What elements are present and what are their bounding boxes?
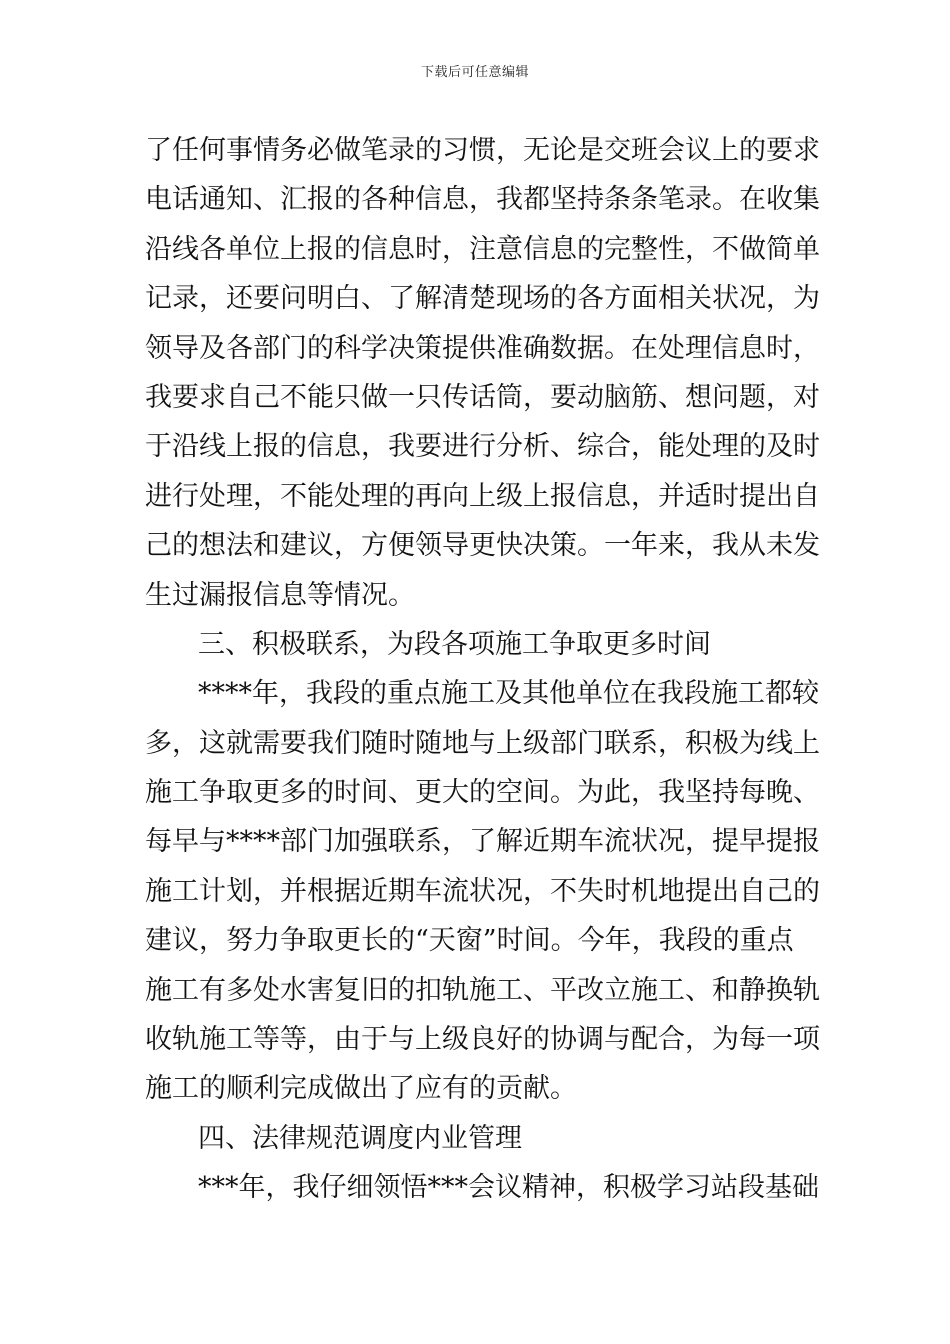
text-line: 记录，还要问明白、了解清楚现场的各方面相关状况，为 (145, 283, 820, 315)
text-line: 了任何事情务必做笔录的习惯，无论是交班会议上的要求 (145, 135, 820, 166)
section-heading: 三、积极联系，为段各项施工争取更多时间 (198, 628, 711, 660)
page-header: 下载后可任意编辑 (420, 65, 529, 80)
text-line: 施工计划，并根据近期车流状况，不失时机地提出自己的 (145, 875, 820, 907)
text-line: 领导及各部门的科学决策提供准确数据。在处理信息时， (145, 332, 820, 364)
body-text (145, 126, 820, 1213)
text-line: 于沿线上报的信息，我要进行分析、综合，能处理的及时 (145, 431, 820, 463)
text-line: 进行处理，不能处理的再向上级上报信息，并适时提出自 (145, 480, 820, 512)
text-line: 生过漏报信息等情况。 (145, 579, 415, 611)
section-heading: 四、法律规范调度内业管理 (198, 1122, 522, 1154)
text-line: 我要求自己不能只做一只传话筒，要动脑筋、想问题，对 (145, 381, 820, 413)
text-line: 电话通知、汇报的各种信息，我都坚持条条笔录。在收集 (145, 184, 820, 216)
text-line: 收轨施工等等，由于与上级良好的协调与配合，为每一项 (145, 1024, 820, 1056)
text-line: 沿线各单位上报的信息时，注意信息的完整性，不做简单 (145, 233, 820, 265)
paragraph-start: ****年，我段的重点施工及其他单位在我段施工都较 (198, 678, 819, 710)
text-line: 己的想法和建议，方便领导更快决策。一年来，我从未发 (145, 530, 820, 562)
text-line: 建议，努力争取更长的“天窗”时间。今年，我段的重点 (145, 925, 794, 957)
text-line: 施工有多处水害复旧的扣轨施工、平改立施工、和静换轨 (145, 974, 820, 1006)
text-line: 施工争取更多的时间、更大的空间。为此，我坚持每晚、 (145, 777, 820, 809)
paragraph-start: ***年，我仔细领悟***会议精神，积极学习站段基础 (198, 1172, 819, 1204)
text-line: 多，这就需要我们随时随地与上级部门联系，积极为线上 (145, 727, 820, 759)
text-line: 施工的顺利完成做出了应有的贡献。 (145, 1073, 577, 1105)
text-line: 每早与****部门加强联系，了解近期车流状况，提早提报 (145, 826, 820, 858)
